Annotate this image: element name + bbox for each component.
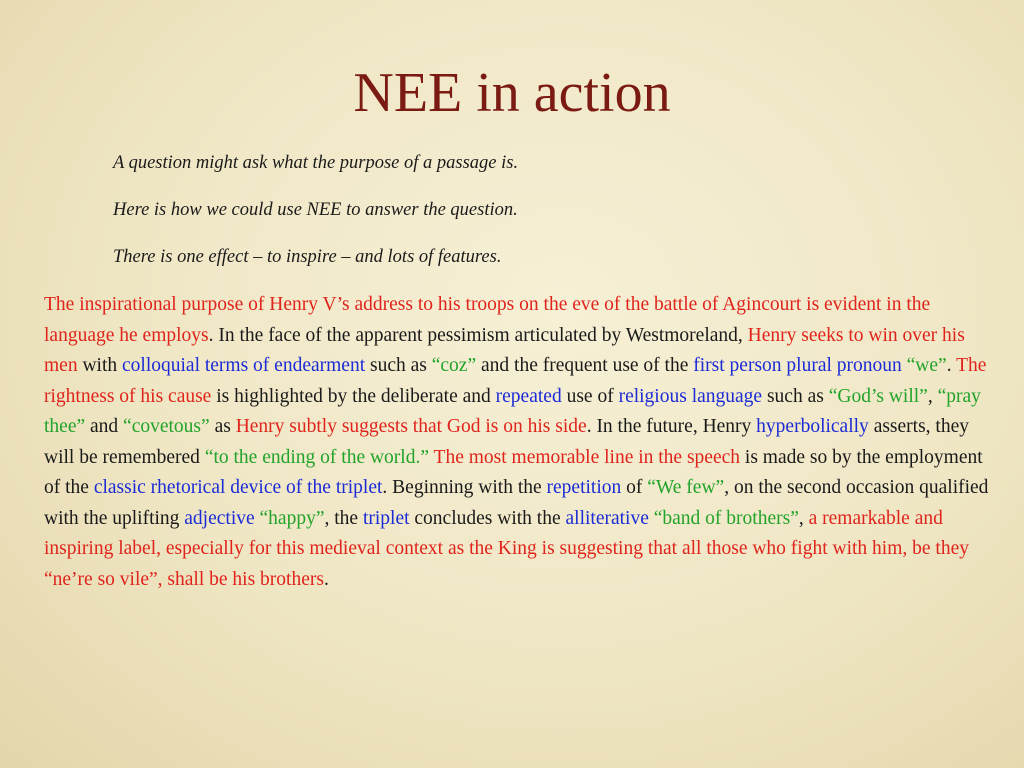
plain-text: such as (762, 385, 829, 407)
plain-text: . In the future, Henry (586, 416, 757, 437)
analysis-paragraph (44, 290, 989, 595)
plain-text: , (927, 385, 938, 407)
intro-line: There is one effect – to inspire – and lots of features. (113, 247, 502, 267)
plain-text: asserts, they will be remembered (44, 416, 969, 468)
plain-text: such as (365, 355, 432, 376)
plain-text: use of (561, 385, 619, 407)
feature-text: religious language (618, 385, 763, 407)
feature-text: triplet (362, 507, 410, 529)
plain-text: . In the face of the apparent pessimism articulated by Westmoreland, (208, 324, 748, 346)
feature-text: alliterative (565, 507, 649, 529)
feature-text: first person plural pronoun (693, 355, 902, 376)
plain-text: is made so by the employment of the (44, 446, 983, 498)
evidence-quote: “coz” (431, 355, 477, 376)
evidence-quote: “pray thee” (44, 385, 981, 437)
plain-text: , (798, 507, 809, 529)
plain-text: . (946, 355, 957, 376)
feature-text: hyperbolically (756, 416, 869, 437)
effect-text: The rightness of his cause (44, 355, 987, 407)
feature-text: colloquial terms of endearment (122, 355, 366, 376)
intro-line: Here is how we could use NEE to answer the question. (113, 200, 518, 220)
evidence-quote: “to the ending of the world.” (204, 446, 429, 468)
plain-text: is highlighted by the deliberate and (211, 385, 496, 407)
plain-text: , the (324, 507, 363, 529)
feature-text: classic rhetorical device of the triplet (93, 477, 383, 498)
evidence-quote: “God’s will” (828, 385, 928, 407)
effect-text: Henry seeks to win over his men (44, 324, 965, 376)
plain-text: with (77, 355, 122, 376)
plain-text: . Beginning with the (382, 477, 547, 498)
feature-text: repeated (495, 385, 562, 407)
intro-line: A question might ask what the purpose of a passage is. (113, 153, 519, 173)
plain-text: and the frequent use of the (476, 355, 694, 376)
evidence-quote: “band of brothers” (653, 507, 799, 529)
feature-text: repetition (546, 477, 622, 498)
plain-text: . (323, 568, 329, 590)
effect-text: a remarkable and inspiring label, especially for this medieval context as the King is suggesting that all those who fight with him, be they “ne’re so vile”, shall be his brothers (44, 507, 969, 590)
effect-text: The most memorable line in the speech (433, 446, 741, 468)
slide-title: NEE in action (353, 62, 671, 124)
effect-text: The inspirational purpose of Henry V’s address to his troops on the eve of the battle of Agincourt is evident in the language he employs (44, 294, 931, 346)
feature-text: adjective (184, 507, 255, 529)
evidence-quote: “covetous” (123, 416, 210, 437)
plain-text: as (209, 416, 236, 437)
evidence-quote: “happy” (259, 507, 325, 529)
plain-text: and (85, 416, 124, 437)
evidence-quote: “We few” (647, 477, 725, 498)
plain-text: , on the second occasion qualified with the uplifting (44, 477, 989, 529)
evidence-quote: “we” (906, 355, 947, 376)
plain-text: concludes with the (409, 507, 566, 529)
plain-text: of (621, 477, 648, 498)
effect-text: Henry subtly suggests that God is on his side (235, 416, 587, 437)
intro-block (113, 148, 933, 289)
